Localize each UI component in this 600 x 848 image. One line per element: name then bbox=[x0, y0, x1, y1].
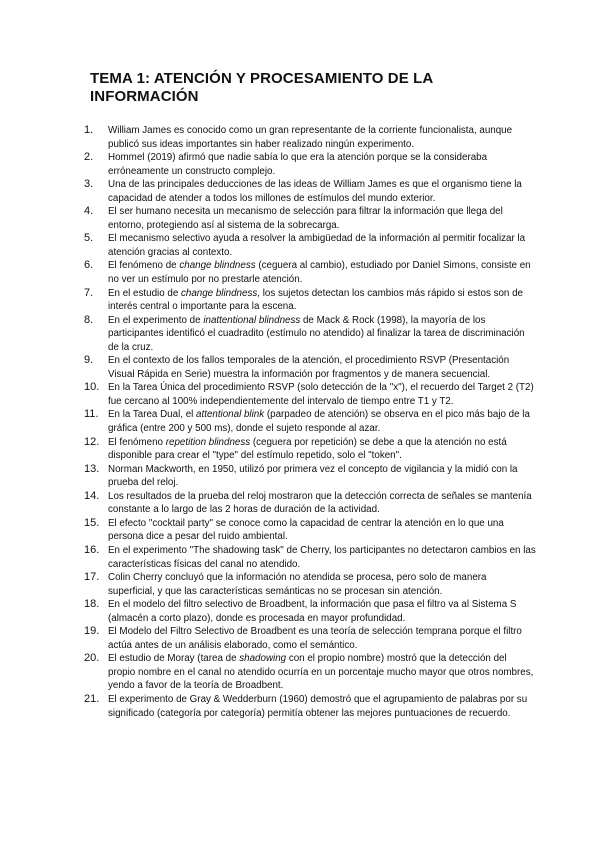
item-text-run: (ceguera por repetición) se debe a que la atención no está disponible para crear el "type" del estímulo repetido, solo el "token". bbox=[108, 436, 507, 462]
item-text-run: En el estudio de bbox=[108, 287, 181, 299]
item-text bbox=[108, 626, 522, 651]
item-number: 17. bbox=[84, 571, 100, 584]
item-text-italic: attentional blink bbox=[196, 409, 265, 421]
item-text bbox=[108, 437, 507, 462]
list-item bbox=[84, 314, 536, 355]
item-text bbox=[108, 653, 533, 691]
item-number: 1. bbox=[84, 124, 94, 136]
item-number: 7. bbox=[84, 286, 94, 299]
item-text bbox=[108, 545, 536, 570]
item-text bbox=[108, 355, 509, 380]
item-text-italic: change blindness bbox=[180, 287, 258, 299]
item-text-run: Una de las principales deducciones de las ideas de William James es que el organismo tiene la capacidad de atender a todos los millones de estímulos del mundo exterior. bbox=[108, 179, 522, 204]
list-item bbox=[84, 571, 536, 598]
item-text-run: de Mack & Rock (1998), la mayoría de los participantes identificó el cuadradito (estímulo no atendido) al finalizar la tarea de discriminación de la cruz. bbox=[108, 314, 525, 353]
item-text-run: Los resultados de la prueba del reloj mostraron que la detección correcta de señales se mantenía constante a lo largo de las 2 horas de duración de la actividad. bbox=[108, 490, 532, 516]
item-number: 19. bbox=[84, 625, 100, 638]
list-item bbox=[84, 124, 536, 151]
item-text bbox=[108, 694, 527, 719]
item-number: 8. bbox=[84, 313, 94, 326]
item-number: 10. bbox=[84, 381, 100, 394]
list-item bbox=[84, 205, 536, 232]
list-item bbox=[84, 259, 536, 286]
list-item bbox=[84, 598, 536, 625]
item-text bbox=[108, 152, 487, 177]
list-item bbox=[84, 354, 536, 381]
item-number: 16. bbox=[84, 543, 100, 556]
item-text-run: El mecanismo selectivo ayuda a resolver la ambigüedad de la información al permitir focalizar la atención gracias al contexto. bbox=[108, 233, 526, 258]
list-item bbox=[84, 517, 536, 544]
item-text-run: , los sujetos detectan los cambios más rápido si estos son de interés central o importante para la escena. bbox=[108, 287, 523, 313]
list-item bbox=[84, 436, 536, 463]
list-item bbox=[84, 178, 536, 205]
list-item bbox=[84, 151, 536, 178]
list-item bbox=[84, 381, 536, 408]
item-number: 6. bbox=[84, 259, 94, 272]
item-number: 2. bbox=[84, 151, 94, 164]
page-title: TEMA 1: ATENCIÓN Y PROCESAMIENTO DE LA INFORMACIÓN bbox=[90, 70, 433, 105]
item-text bbox=[108, 572, 487, 597]
item-text-run: El estudio de Moray (tarea de bbox=[108, 653, 240, 665]
item-text-italic: repetition blindness bbox=[165, 436, 251, 448]
item-text-run: William James es conocido como un gran representante de la corriente funcionalista, aunque publicó sus ideas importantes sin haber realizado ningún experimento. bbox=[108, 125, 513, 150]
item-text-run: En el experimento "The shadowing task" de Cherry, los participantes no detectaron cambios en las características físicas del canal no atendido. bbox=[108, 544, 536, 570]
list-item bbox=[84, 463, 536, 490]
item-number: 20. bbox=[84, 652, 100, 665]
item-text bbox=[108, 382, 534, 407]
item-text-run: El fenómeno de bbox=[108, 260, 180, 272]
list-item bbox=[84, 544, 536, 571]
item-number: 15. bbox=[84, 516, 100, 529]
item-number: 18. bbox=[84, 598, 100, 611]
item-text bbox=[108, 206, 503, 231]
item-text bbox=[108, 464, 518, 489]
item-text bbox=[108, 179, 522, 204]
item-number: 9. bbox=[84, 354, 94, 367]
item-text-run: En la Tarea Dual, el bbox=[108, 409, 197, 421]
item-number: 13. bbox=[84, 462, 100, 475]
item-text-run: En el contexto de los fallos temporales de la atención, el procedimiento RSVP (Presentación Visual Rápida en Serie) muestra la información por fragmentos y de manera secuencial. bbox=[108, 355, 510, 380]
item-text-run: con el propio nombre) mostró que la detección del propio nombre en el canal no atendido ocurría en un porcentaje mucho mayor que otros nombres, yendo a favor de la teoría de Broadbent. bbox=[108, 653, 534, 692]
item-text-run: Hommel (2019) afirmó que nadie sabía lo que era la atención porque se la consideraba erróneamente un constructo complejo. bbox=[108, 152, 488, 177]
item-text-run: Colin Cherry concluyó que la información no atendida se procesa, pero solo de manera superficial, y que las características semánticas no se procesan sin atención. bbox=[108, 572, 487, 597]
item-text bbox=[108, 409, 530, 434]
list-item bbox=[84, 693, 536, 720]
list-item bbox=[84, 287, 536, 314]
list-item bbox=[84, 490, 536, 517]
list-item bbox=[84, 232, 536, 259]
item-text-run: El experimento de Gray & Wedderburn (1960) demostró que el agrupamiento de palabras por su significado (categoría por categoría) permitía obtener las mejores puntuaciones de recuerdo. bbox=[108, 693, 528, 719]
item-number: 5. bbox=[84, 232, 94, 245]
list-item bbox=[84, 408, 536, 435]
item-text-run: En el modelo del filtro selectivo de Broadbent, la información que pasa el filtro va al Sistema S (almacén a corto plazo), donde es procesada en mayor profundidad. bbox=[108, 599, 517, 624]
item-text bbox=[108, 599, 516, 624]
item-text bbox=[108, 315, 525, 353]
item-number: 11. bbox=[84, 408, 99, 421]
item-text bbox=[108, 288, 523, 313]
item-number: 21. bbox=[84, 692, 100, 705]
item-text bbox=[108, 233, 525, 258]
item-text-run: (ceguera al cambio), estudiado por Daniel Simons, consiste en no ver un estímulo por no prestarle atención. bbox=[108, 260, 531, 286]
item-text bbox=[108, 518, 504, 543]
item-text bbox=[108, 260, 531, 285]
item-text-run: En el experimento de bbox=[108, 314, 204, 326]
item-text-italic: shadowing bbox=[239, 653, 287, 665]
item-number: 12. bbox=[84, 435, 100, 448]
list-item bbox=[84, 652, 536, 693]
item-text-italic: inattentional blindness bbox=[203, 314, 301, 326]
question-list bbox=[84, 124, 536, 720]
item-text-run: El fenómeno bbox=[108, 436, 166, 448]
item-text-run: El efecto "cocktail party" se conoce como la capacidad de centrar la atención en lo que una persona dice a pesar del ruido ambiental. bbox=[108, 517, 504, 543]
list-item bbox=[84, 625, 536, 652]
item-text bbox=[108, 491, 532, 516]
item-number: 14. bbox=[84, 489, 100, 502]
item-text-run: (parpadeo de atención) se observa en el pico más bajo de la gráfica (entre 200 y 500 ms), donde el sujeto responde al azar. bbox=[108, 409, 530, 435]
item-text-run: El ser humano necesita un mecanismo de selección para filtrar la información que llega del entorno, protegiendo así al sistema de la sobrecarga. bbox=[108, 206, 503, 231]
item-text-italic: change blindness bbox=[179, 260, 256, 272]
item-text-run: En la Tarea Única del procedimiento RSVP (solo detección de la "x"), el recuerdo del Target 2 (T2) fue cercano al 100% independientemente del intervalo de tiempo entre T1 y T2. bbox=[108, 382, 534, 407]
item-text-run: El Modelo del Filtro Selectivo de Broadbent es una teoría de selección temprana porque el filtro actúa antes de un análisis elaborado, como el semántico. bbox=[108, 626, 522, 651]
item-text-run: Norman Mackworth, en 1950, utilizó por primera vez el concepto de vigilancia y la midió con la prueba del reloj. bbox=[108, 463, 518, 489]
item-number: 4. bbox=[84, 205, 94, 218]
item-text bbox=[108, 125, 512, 150]
item-number: 3. bbox=[84, 178, 94, 191]
